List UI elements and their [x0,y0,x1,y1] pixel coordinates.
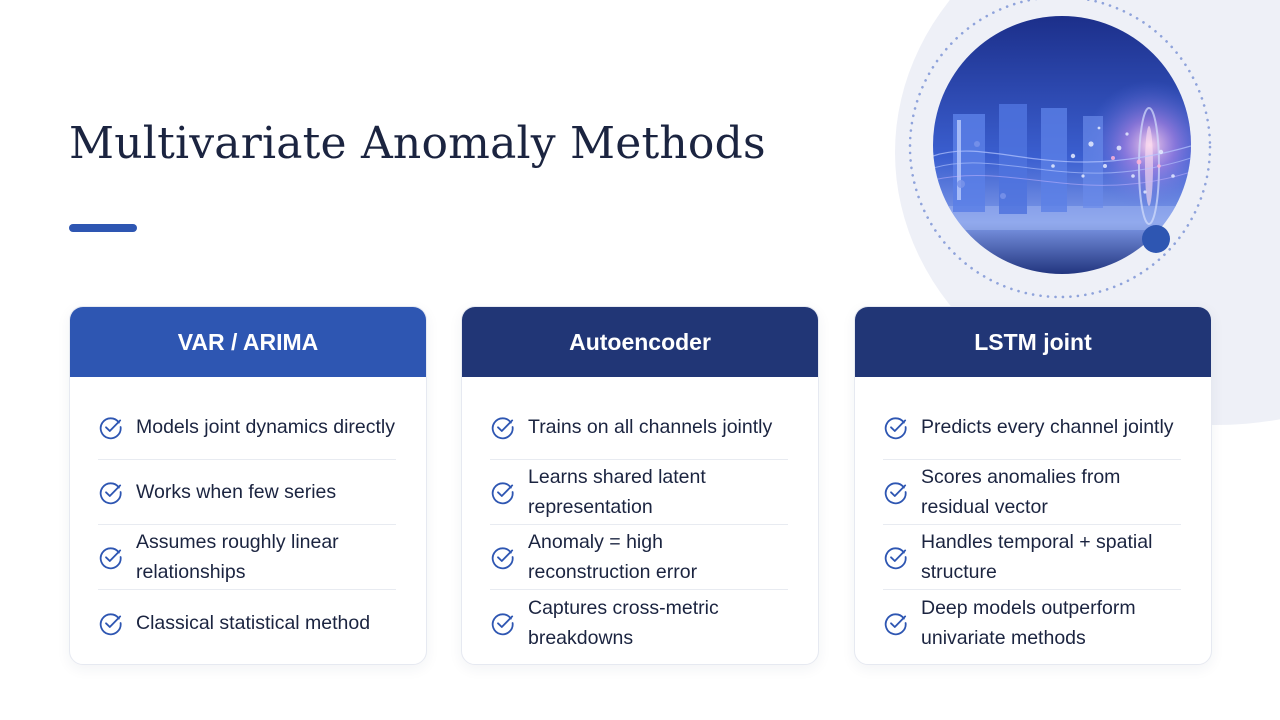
item-text: Anomaly = high reconstruction error [528,531,698,583]
item-text: Works when few series [136,481,337,503]
list-item [98,460,396,525]
slide-title: Multivariate Anomaly Methods [69,118,766,169]
title-underline [69,224,137,232]
check-circle-icon [490,544,516,570]
item-text: Classical statistical method [136,611,371,634]
list-item [883,460,1181,525]
card-var-arima [69,306,427,665]
check-circle-icon [883,610,909,636]
item-text: Trains on all channels jointly [528,416,773,438]
card-title: VAR / ARIMA [177,328,319,355]
list-item [490,590,788,655]
card-title: Autoencoder [569,328,711,355]
check-circle-icon [490,610,516,636]
card-header [462,307,818,377]
list-item [490,395,788,460]
check-circle-icon [490,479,516,505]
item-text: Scores anomalies from residual vector [921,466,1121,518]
check-circle-icon [883,479,909,505]
list-item [98,395,396,460]
item-text: Captures cross-metric breakdowns [528,596,719,649]
check-circle-icon [98,544,124,570]
item-text: Models joint dynamics directly [136,416,396,438]
list-item [883,590,1181,655]
item-text: Assumes roughly linear relationships [136,531,339,583]
list-item [490,460,788,525]
item-text: Deep models outperform univariate methods [921,596,1136,649]
card-header [855,307,1211,377]
card-list [462,377,818,655]
card-list [855,377,1211,655]
item-text: Predicts every channel jointly [921,416,1174,438]
list-item [883,525,1181,590]
card-title: LSTM joint [974,328,1092,355]
list-item [98,525,396,590]
accent-dot [1142,225,1170,253]
list-item [883,395,1181,460]
list-item [490,525,788,590]
item-text: Handles temporal + spatial structure [921,531,1153,583]
check-circle-icon [98,414,124,440]
item-text: Learns shared latent representation [528,466,706,518]
card-header [70,307,426,377]
card-list [70,377,426,655]
list-item [98,590,396,655]
check-circle-icon [883,544,909,570]
check-circle-icon [98,610,124,636]
card-autoencoder [461,306,819,665]
card-lstm-joint [854,306,1212,665]
check-circle-icon [883,414,909,440]
check-circle-icon [490,414,516,440]
check-circle-icon [98,479,124,505]
